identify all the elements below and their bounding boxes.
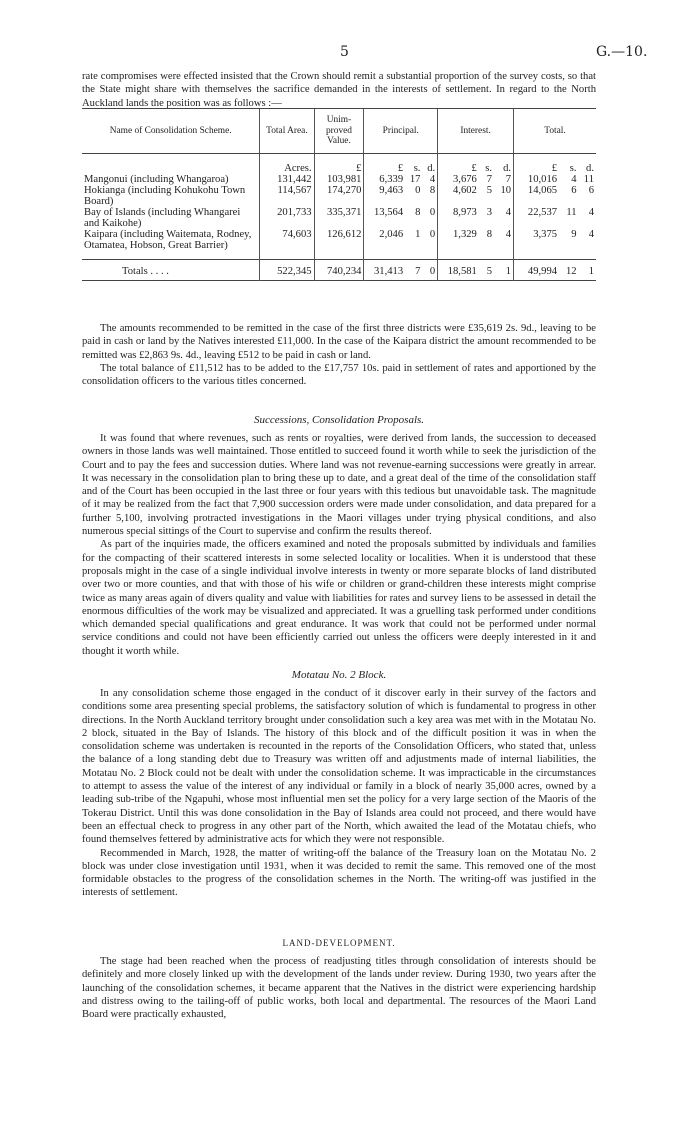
total-pounds: 3,375	[514, 229, 560, 260]
page-number: 5	[340, 44, 349, 60]
balance-text: The total balance of £11,512 has to be added to the £17,757 10s. paid in settlement of rates and apportioned by the consolidation officers to the various titles concerned.	[82, 362, 596, 388]
total-shillings: 11	[566, 207, 577, 218]
unit-cell: £	[314, 154, 364, 175]
interest-pounds: 18,581	[438, 260, 479, 281]
total-shillings: 12	[559, 260, 579, 281]
scheme-name: Kaipara (including Waitemata, Rodney, Otamatea, Hobson, Great Barrier)	[84, 229, 252, 251]
interest-pounds: 1,329	[438, 229, 479, 260]
interest-shillings: 5	[486, 185, 493, 196]
section-heading-motatau: Motatau No. 2 Block.	[291, 669, 387, 681]
table-header-row	[82, 109, 596, 154]
col-header-scheme: Name of Consolidation Scheme.	[82, 109, 260, 154]
value-cell: 335,371	[314, 207, 364, 229]
principal-shillings: 1	[415, 229, 421, 240]
remitted-text: The amounts recommended to be remitted in the case of the first three districts were £35,619 2s. 9d., leaving to be paid in cash or land by the Natives interested £11,000. In the case of the Kaipara district the amount recommended to be remitted was £2,863 9s. 4d., leaving £512 to be paid in cash or land.	[82, 323, 596, 361]
col-header-principal: Principal.	[364, 109, 438, 154]
totals-label: Totals . . . .	[82, 260, 260, 281]
motatau-text-1: In any consolidation scheme those engaged in the conduct of it discover early in their survey of the factors and conditions some area presenting special problems, the satisfactory solution of which is fundamental to progress in other directions. In the North Auckland territory brought under consolidation such a key area was met with in the Motatau No. 2 block, situated in the Bay of Islands. The history of this block and of the difficult position it was in when the consolidation scheme was undertaken is recounted in the reports of the Consolidation Officers, who stated that, unless the balance of a long standing debt due to Treasury was written off and adjustments made of internal liabilities, the Motatau No. 2 Block could not be dealt with under the consolidation scheme. It was impracticable in the circumstances to attempt to assess the value of the interest of any individual or family in a block of nearly 35,000 acres, owned by a leading sub-tribe of the Ngapuhi, whose most influential men set the policy for a very large section of the Maoris of the Tokerau District. Until this was done consolidation in the Bay of Islands area could not proceed, and there would have been an effectual check to progress in any other part of the North, which awaited the lead of the Motatau chiefs, who found themselves fettered by administrative acts for which they were not responsible.	[82, 688, 596, 846]
table-row	[82, 174, 596, 185]
table-row	[82, 229, 596, 260]
section-heading-land-development: LAND-DEVELOPMENT.	[282, 938, 396, 948]
table-totals-row	[82, 260, 596, 281]
interest-pounds: 8,973	[438, 207, 479, 229]
scheme-name: Hokianga (including Kohukohu Town Board)	[84, 185, 246, 207]
successions-paragraphs	[82, 432, 596, 658]
principal-pence: 0	[422, 260, 437, 281]
principal-shillings: 7	[405, 260, 422, 281]
principal-pence: 0	[429, 207, 436, 218]
unit-cell: d.	[503, 163, 512, 174]
principal-shillings: 8	[415, 207, 421, 218]
area-cell: 201,733	[260, 207, 314, 229]
table-bottom-rule	[82, 281, 596, 284]
successions-text-1: It was found that where revenues, such as rents or royalties, were derived from lands, the succession to deceased owners in those lands was well maintained. Those entitled to succeed found it worth while to seek the jurisdiction of the Court and to pay the fees and succession duties. Where land was not revenue-earning successions were greatly in arrear. It was necessary in the consolidation plan to bring these up to date, and a great deal of the time of the consolidation staff and of the Court has been occupied in the last three or four years with this tedious but unavoidable task. The magnitude of it may be realized from the fact that 7,900 succession orders were made under consolidation, and data prepared for a further 5,100, involving protracted investigations in the Maori villages under trying physical conditions, and also numerous special sittings of the Court to supervise and confirm the results thereof.	[82, 433, 596, 538]
interest-shillings: 8	[486, 229, 493, 240]
motatau-text-2: Recommended in March, 1928, the matter of writing-off the balance of the Treasury loan on the Motatau No. 2 block was under close investigation until 1931, when it was decided to remit the same. This removed one of the most formidable obstacles to the progress of the consolidation schemes in the North. The writing-off was justified in the interests of settlement.	[82, 847, 596, 899]
interest-pence: 1	[494, 260, 514, 281]
table-row	[82, 207, 596, 229]
document-reference: G.—10.	[596, 44, 648, 60]
principal-pounds: 2,046	[364, 229, 405, 260]
remitted-paragraphs	[82, 322, 596, 388]
principal-pounds: 31,413	[364, 260, 405, 281]
motatau-paragraphs	[82, 687, 596, 900]
total-pounds: 14,065	[514, 185, 560, 207]
unit-cell: d.	[427, 163, 436, 174]
area-cell: 74,603	[260, 229, 314, 260]
interest-pence: 4	[505, 229, 512, 240]
land-development-paragraph	[82, 955, 596, 1021]
scheme-name: Mangonui (including Whangaroa)	[84, 174, 229, 185]
interest-shillings: 7	[486, 174, 493, 185]
interest-shillings: 3	[486, 207, 493, 218]
total-pence: 11	[583, 174, 594, 185]
principal-pence: 0	[429, 229, 436, 240]
unit-cell: s.	[569, 163, 577, 174]
value-cell: 740,234	[314, 260, 364, 281]
total-pounds: 22,537	[514, 207, 560, 229]
total-pounds: 10,016	[514, 174, 560, 185]
unit-cell: £	[438, 154, 479, 175]
value-cell: 174,270	[314, 185, 364, 207]
interest-pence: 4	[505, 207, 512, 218]
scheme-name: Bay of Islands (including Whangarei and Kaikohe)	[84, 207, 241, 229]
intro-paragraph	[82, 70, 596, 110]
total-pence: 4	[588, 207, 594, 218]
total-pounds: 49,994	[514, 260, 560, 281]
col-header-interest: Interest.	[438, 109, 514, 154]
principal-pence: 8	[429, 185, 436, 196]
successions-text-2: As part of the inquiries made, the officers examined and noted the proposals submitted by individuals and families for the compacting of their scattered interests in some selected locality or localities. When it is understood that these proposals might in the case of a single individual involve interests in twenty or more separate blocks of land distributed over two or more counties, and that with those of his wife or children or grand-children these interests might comprise twice as many areas again of divers quality and value with liabilities for rates and survey liens to be assessed in detail the enormous difficulties of the work may be visualized and appreciated. It was a gruelling task performed under conditions which demanded special qualifications and great endurance. It was work that could not be performed under normal service conditions and could not have been efficiently carried out unless the officers were deeply interested in it and thought it worth while.	[82, 539, 596, 657]
interest-pence: 10	[500, 185, 512, 196]
total-shillings: 4	[571, 174, 577, 185]
unit-cell: £	[364, 154, 405, 175]
table-units-row	[82, 154, 596, 175]
area-cell: 522,345	[260, 260, 314, 281]
value-cell: 103,981	[314, 174, 364, 185]
unit-cell: Acres.	[260, 154, 314, 175]
unit-cell: s.	[485, 163, 493, 174]
interest-pounds: 3,676	[438, 174, 479, 185]
interest-pence: 7	[505, 174, 512, 185]
land-development-text: The stage had been reached when the process of readjusting titles through consolidation of interests should be definitely and more closely linked up with the development of the lands under review. During 1930, two years after the launching of the consolidation schemes, it became apparent that the Natives in the district were experiencing hardship and distress owing to the tailing-off of public works, both local and departmental. The resources of the Maori Land Board were practically exhausted,	[82, 956, 596, 1021]
value-cell: 126,612	[314, 229, 364, 260]
unit-cell: d.	[586, 163, 594, 174]
total-pence: 6	[588, 185, 594, 196]
unit-cell: £	[514, 154, 560, 175]
col-header-total: Total.	[514, 109, 596, 154]
consolidation-table	[82, 108, 596, 283]
area-cell: 114,567	[260, 185, 314, 207]
principal-shillings: 0	[415, 185, 421, 196]
section-heading-successions: Successions, Consolidation Proposals.	[253, 414, 425, 426]
interest-shillings: 5	[479, 260, 494, 281]
interest-pounds: 4,602	[438, 185, 479, 207]
unit-cell: s.	[413, 163, 421, 174]
area-cell: 131,442	[260, 174, 314, 185]
col-header-value: Unim-proved Value.	[314, 109, 364, 154]
principal-pounds: 6,339	[364, 174, 405, 185]
principal-pence: 4	[429, 174, 436, 185]
total-shillings: 9	[571, 229, 577, 240]
col-header-area: Total Area.	[260, 109, 314, 154]
principal-shillings: 17	[409, 174, 421, 185]
total-pence: 1	[579, 260, 596, 281]
principal-pounds: 9,463	[364, 185, 405, 207]
table-row	[82, 185, 596, 207]
total-pence: 4	[588, 229, 594, 240]
intro-text: rate compromises were effected insisted that the Crown should remit a substantial proportion of the survey costs, so that the State might share with themselves the sacrifice demanded in the interests of settlement. In regard to the North Auckland lands the position was as follows :—	[82, 71, 596, 109]
principal-pounds: 13,564	[364, 207, 405, 229]
total-shillings: 6	[571, 185, 577, 196]
